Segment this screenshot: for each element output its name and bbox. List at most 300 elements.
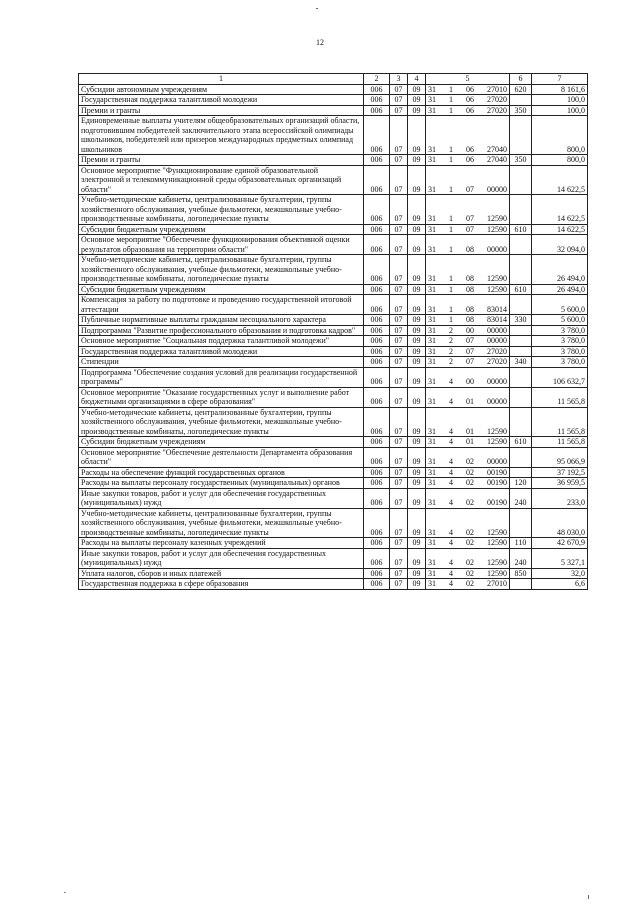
target-article-cell <box>426 84 510 95</box>
target-article-part: 1 <box>449 315 453 324</box>
header-cell: 2 <box>364 74 390 85</box>
target-article-part: 31 <box>428 568 436 578</box>
target-article-part: 12590 <box>487 426 507 436</box>
target-article-part: 31 <box>428 244 436 254</box>
target-article-part: 4 <box>449 538 453 547</box>
section-code-cell: 07 <box>390 508 408 538</box>
target-article-part: 07 <box>466 336 474 345</box>
section-code-cell: 07 <box>390 255 408 285</box>
amount-cell: 3 780,0 <box>532 346 588 357</box>
expense-type-cell <box>510 407 532 437</box>
section-code-cell: 07 <box>390 84 408 95</box>
target-article-part: 00000 <box>487 244 507 254</box>
target-article-parts <box>426 538 509 548</box>
target-article-part: 12590 <box>487 527 507 537</box>
header-cell: 5 <box>426 74 510 85</box>
amount-cell: 26 494,0 <box>532 255 588 285</box>
target-article-part: 31 <box>428 478 436 487</box>
ministry-code-cell: 006 <box>364 568 390 579</box>
table-row <box>79 538 588 549</box>
ministry-code-cell: 006 <box>364 478 390 489</box>
target-article-cell <box>426 195 510 225</box>
ministry-code-cell: 006 <box>364 235 390 255</box>
amount-cell: 800,0 <box>532 155 588 166</box>
target-article-part: 1 <box>449 184 453 194</box>
target-article-part: 4 <box>449 426 453 436</box>
target-article-cell <box>426 387 510 407</box>
amount-cell: 36 959,5 <box>532 478 588 489</box>
row-name-cell: Основное мероприятие "Социальная поддержка талантливой молодежи" <box>79 336 364 347</box>
target-article-parts <box>426 315 509 325</box>
target-article-part: 4 <box>449 377 453 386</box>
table-row <box>79 235 588 255</box>
target-article-part: 31 <box>428 336 436 345</box>
expense-type-cell: 340 <box>510 357 532 368</box>
target-article-part: 31 <box>428 538 436 547</box>
section-code-cell: 07 <box>390 447 408 467</box>
section-code-cell: 07 <box>390 367 408 387</box>
table-row <box>79 105 588 116</box>
table-row <box>79 488 588 508</box>
ministry-code-cell: 006 <box>364 105 390 116</box>
target-article-part: 00000 <box>487 457 507 466</box>
target-article-part: 00190 <box>487 467 507 477</box>
section-code-cell: 07 <box>390 387 408 407</box>
amount-cell: 5 600,0 <box>532 315 588 326</box>
target-article-part: 1 <box>449 244 453 254</box>
subsection-code-cell: 09 <box>408 155 426 166</box>
header-row <box>79 74 588 85</box>
subsection-code-cell: 09 <box>408 467 426 478</box>
target-article-part: 00 <box>466 377 474 386</box>
target-article-part: 2 <box>449 336 453 345</box>
row-name-cell: Расходы на обеспечение функций государственных органов <box>79 467 364 478</box>
target-article-part: 07 <box>466 214 474 223</box>
amount-cell: 95 066,9 <box>532 447 588 467</box>
target-article-part: 31 <box>428 397 436 406</box>
target-article-part: 06 <box>466 105 474 115</box>
expense-type-cell <box>510 508 532 538</box>
table-row <box>79 95 588 106</box>
target-article-part: 08 <box>466 304 474 314</box>
target-article-part: 31 <box>428 155 436 164</box>
expense-type-cell <box>510 255 532 285</box>
target-article-cell <box>426 478 510 489</box>
subsection-code-cell: 09 <box>408 579 426 590</box>
ministry-code-cell: 006 <box>364 447 390 467</box>
row-name-cell: Субсидии бюджетным учреждениям <box>79 437 364 448</box>
section-code-cell: 07 <box>390 116 408 155</box>
ministry-code-cell: 006 <box>364 255 390 285</box>
expense-type-cell: 240 <box>510 548 532 568</box>
table-row <box>79 195 588 225</box>
table-row <box>79 357 588 368</box>
table-row <box>79 116 588 155</box>
table-row <box>79 579 588 590</box>
ministry-code-cell: 006 <box>364 387 390 407</box>
section-code-cell: 07 <box>390 235 408 255</box>
table-row <box>79 295 588 315</box>
row-name-cell: Расходы на выплаты персоналу государственных (муниципальных) органов <box>79 478 364 489</box>
target-article-part: 31 <box>428 457 436 466</box>
target-article-parts <box>426 274 509 284</box>
subsection-code-cell: 09 <box>408 346 426 357</box>
subsection-code-cell: 09 <box>408 548 426 568</box>
expense-type-cell: 240 <box>510 488 532 508</box>
ministry-code-cell: 006 <box>364 195 390 225</box>
target-article-cell <box>426 467 510 478</box>
target-article-part: 07 <box>466 224 474 234</box>
target-article-cell <box>426 407 510 437</box>
target-article-part: 4 <box>449 457 453 466</box>
target-article-cell <box>426 346 510 357</box>
row-name-cell: Государственная поддержка в сфере образования <box>79 579 364 590</box>
target-article-part: 08 <box>466 244 474 254</box>
target-article-cell <box>426 357 510 368</box>
section-code-cell: 07 <box>390 346 408 357</box>
amount-cell: 32,0 <box>532 568 588 579</box>
target-article-parts <box>426 95 509 105</box>
row-name-cell: Субсидии бюджетным учреждениям <box>79 284 364 295</box>
expense-type-cell <box>510 116 532 155</box>
target-article-parts <box>426 357 509 367</box>
table-row <box>79 155 588 166</box>
target-article-part: 00000 <box>487 377 507 386</box>
ministry-code-cell: 006 <box>364 407 390 437</box>
target-article-parts <box>426 106 509 116</box>
row-name-cell: Стипендии <box>79 357 364 368</box>
target-article-part: 31 <box>428 527 436 537</box>
target-article-parts <box>426 427 509 437</box>
table-row <box>79 325 588 336</box>
target-article-part: 00000 <box>487 325 507 335</box>
target-article-parts <box>426 397 509 407</box>
target-article-cell <box>426 116 510 155</box>
table-row <box>79 387 588 407</box>
amount-cell: 100,0 <box>532 105 588 116</box>
target-article-part: 31 <box>428 95 436 104</box>
target-article-cell <box>426 155 510 166</box>
target-article-cell <box>426 579 510 590</box>
row-name-cell: Публичные нормативные выплаты гражданам несоциального характера <box>79 315 364 326</box>
target-article-part: 31 <box>428 437 436 446</box>
target-article-part: 1 <box>449 105 453 115</box>
section-code-cell: 07 <box>390 155 408 166</box>
section-code-cell: 07 <box>390 325 408 336</box>
target-article-cell <box>426 508 510 538</box>
ministry-code-cell: 006 <box>364 315 390 326</box>
subsection-code-cell: 09 <box>408 105 426 116</box>
amount-cell: 233,0 <box>532 488 588 508</box>
expense-type-cell <box>510 346 532 357</box>
target-article-part: 06 <box>466 84 474 94</box>
subsection-code-cell: 09 <box>408 367 426 387</box>
target-article-part: 07 <box>466 346 474 356</box>
target-article-cell <box>426 235 510 255</box>
section-code-cell: 07 <box>390 548 408 568</box>
target-article-part: 1 <box>449 224 453 234</box>
target-article-part: 4 <box>449 579 453 588</box>
target-article-part: 31 <box>428 214 436 223</box>
target-article-part: 02 <box>466 527 474 537</box>
target-article-part: 31 <box>428 304 436 314</box>
amount-cell: 3 780,0 <box>532 325 588 336</box>
expense-type-cell: 620 <box>510 84 532 95</box>
target-article-part: 31 <box>428 377 436 386</box>
row-name-cell: Иные закупки товаров, работ и услуг для обеспечения государственных (муниципальных) нужд <box>79 488 364 508</box>
section-code-cell: 07 <box>390 165 408 195</box>
target-article-part: 06 <box>466 144 474 154</box>
target-article-part: 00000 <box>487 397 507 406</box>
target-article-part: 1 <box>449 304 453 314</box>
target-article-parts <box>426 185 509 195</box>
scan-speck <box>588 895 589 899</box>
target-article-part: 1 <box>449 155 453 164</box>
target-article-cell <box>426 548 510 568</box>
subsection-code-cell: 09 <box>408 295 426 315</box>
target-article-parts <box>426 468 509 478</box>
section-code-cell: 07 <box>390 224 408 235</box>
target-article-part: 1 <box>449 84 453 94</box>
target-article-cell <box>426 105 510 116</box>
target-article-part: 01 <box>466 426 474 436</box>
target-article-part: 4 <box>449 498 453 507</box>
section-code-cell: 07 <box>390 95 408 106</box>
target-article-part: 1 <box>449 214 453 223</box>
target-article-parts <box>426 498 509 508</box>
subsection-code-cell: 09 <box>408 478 426 489</box>
ministry-code-cell: 006 <box>364 579 390 590</box>
target-article-part: 2 <box>449 325 453 335</box>
target-article-parts <box>426 85 509 95</box>
page-number: 12 <box>316 38 324 47</box>
row-name-cell: Учебно-методические кабинеты, централизованные бухгалтерии, группы хозяйственного обслуживания, учебные фильмотеки, межшкольные учебно-производственные комбинаты, логопедические пункты <box>79 508 364 538</box>
amount-cell: 11 565,8 <box>532 407 588 437</box>
subsection-code-cell: 09 <box>408 568 426 579</box>
target-article-part: 31 <box>428 579 436 588</box>
expense-type-cell <box>510 467 532 478</box>
row-name-cell: Государственная поддержка талантливой молодежи <box>79 346 364 357</box>
target-article-part: 2 <box>449 357 453 366</box>
table-row <box>79 336 588 347</box>
subsection-code-cell: 09 <box>408 508 426 538</box>
target-article-part: 02 <box>466 478 474 487</box>
ministry-code-cell: 006 <box>364 437 390 448</box>
expense-type-cell: 350 <box>510 105 532 116</box>
expense-type-cell: 610 <box>510 284 532 295</box>
section-code-cell: 07 <box>390 195 408 225</box>
target-article-cell <box>426 165 510 195</box>
target-article-part: 4 <box>449 478 453 487</box>
target-article-part: 12590 <box>487 274 507 283</box>
row-name-cell: Подпрограмма "Развитие профессионального образования и подготовка кадров" <box>79 325 364 336</box>
target-article-parts <box>426 214 509 224</box>
target-article-part: 83014 <box>487 304 507 314</box>
table-row <box>79 367 588 387</box>
expense-type-cell <box>510 95 532 106</box>
target-article-parts <box>426 558 509 568</box>
target-article-cell <box>426 325 510 336</box>
subsection-code-cell: 09 <box>408 84 426 95</box>
row-name-cell: Премии и гранты <box>79 105 364 116</box>
expense-type-cell <box>510 579 532 590</box>
target-article-part: 00 <box>466 325 474 335</box>
table-row <box>79 548 588 568</box>
ministry-code-cell: 006 <box>364 284 390 295</box>
target-article-part: 06 <box>466 155 474 164</box>
ministry-code-cell: 006 <box>364 508 390 538</box>
subsection-code-cell: 09 <box>408 336 426 347</box>
scan-speck <box>64 892 66 893</box>
target-article-part: 01 <box>466 437 474 446</box>
section-code-cell: 07 <box>390 538 408 549</box>
target-article-part: 00000 <box>487 336 507 345</box>
target-article-part: 31 <box>428 498 436 507</box>
target-article-part: 12590 <box>487 224 507 234</box>
amount-cell: 3 780,0 <box>532 336 588 347</box>
target-article-parts <box>426 305 509 315</box>
target-article-cell <box>426 437 510 448</box>
target-article-part: 4 <box>449 397 453 406</box>
row-name-cell: Учебно-методические кабинеты, централизованные бухгалтерии, группы хозяйственного обслуживания, учебные фильмотеки, межшкольные учебно-производственные комбинаты, логопедические пункты <box>79 195 364 225</box>
amount-cell: 42 670,9 <box>532 538 588 549</box>
subsection-code-cell: 09 <box>408 538 426 549</box>
ministry-code-cell: 006 <box>364 116 390 155</box>
amount-cell: 26 494,0 <box>532 284 588 295</box>
target-article-cell <box>426 367 510 387</box>
target-article-cell <box>426 95 510 106</box>
target-article-part: 12590 <box>487 558 507 567</box>
table-row <box>79 84 588 95</box>
ministry-code-cell: 006 <box>364 538 390 549</box>
target-article-part: 02 <box>466 558 474 567</box>
ministry-code-cell: 006 <box>364 165 390 195</box>
target-article-part: 27040 <box>487 155 507 164</box>
target-article-part: 08 <box>466 274 474 283</box>
target-article-cell <box>426 568 510 579</box>
subsection-code-cell: 09 <box>408 255 426 285</box>
expense-type-cell <box>510 295 532 315</box>
expense-type-cell <box>510 325 532 336</box>
target-article-part: 31 <box>428 346 436 356</box>
ministry-code-cell: 006 <box>364 336 390 347</box>
ministry-code-cell: 006 <box>364 488 390 508</box>
target-article-part: 12590 <box>487 214 507 223</box>
table-row <box>79 284 588 295</box>
amount-cell: 37 192,5 <box>532 467 588 478</box>
amount-cell: 800,0 <box>532 116 588 155</box>
target-article-part: 07 <box>466 184 474 194</box>
target-article-cell <box>426 295 510 315</box>
amount-cell: 11 565,8 <box>532 387 588 407</box>
amount-cell: 11 565,8 <box>532 437 588 448</box>
target-article-part: 02 <box>466 579 474 588</box>
subsection-code-cell: 09 <box>408 224 426 235</box>
target-article-part: 31 <box>428 357 436 366</box>
row-name-cell: Основное мероприятие "Обеспечение функционирования объективной оценки результатов образования на территории области" <box>79 235 364 255</box>
target-article-parts <box>426 437 509 447</box>
table-row <box>79 508 588 538</box>
target-article-part: 12590 <box>487 538 507 547</box>
table-row <box>79 478 588 489</box>
target-article-part: 31 <box>428 84 436 94</box>
target-article-cell <box>426 447 510 467</box>
table-row <box>79 255 588 285</box>
subsection-code-cell: 09 <box>408 357 426 368</box>
amount-cell: 100,0 <box>532 95 588 106</box>
target-article-parts <box>426 457 509 467</box>
expense-type-cell <box>510 235 532 255</box>
target-article-part: 27020 <box>487 357 507 366</box>
target-article-part: 31 <box>428 284 436 294</box>
target-article-parts <box>426 285 509 295</box>
ministry-code-cell: 006 <box>364 295 390 315</box>
row-name-cell: Учебно-методические кабинеты, централизованные бухгалтерии, группы хозяйственного обслуживания, учебные фильмотеки, межшкольные учебно-производственные комбинаты, логопедические пункты <box>79 407 364 437</box>
row-name-cell: Подпрограмма "Обеспечение создания условий для реализации государственной программы" <box>79 367 364 387</box>
table-row <box>79 346 588 357</box>
target-article-part: 1 <box>449 274 453 283</box>
target-article-part: 27010 <box>487 579 507 588</box>
subsection-code-cell: 09 <box>408 488 426 508</box>
target-article-parts <box>426 155 509 165</box>
amount-cell: 5 327,1 <box>532 548 588 568</box>
target-article-parts <box>426 528 509 538</box>
target-article-part: 31 <box>428 426 436 436</box>
expense-type-cell: 850 <box>510 568 532 579</box>
target-article-part: 02 <box>466 538 474 547</box>
subsection-code-cell: 09 <box>408 315 426 326</box>
subsection-code-cell: 09 <box>408 437 426 448</box>
budget-table <box>78 73 588 590</box>
row-name-cell: Премии и гранты <box>79 155 364 166</box>
row-name-cell: Субсидии бюджетным учреждениям <box>79 224 364 235</box>
target-article-part: 2 <box>449 346 453 356</box>
target-article-part: 02 <box>466 467 474 477</box>
target-article-parts <box>426 579 509 589</box>
target-article-part: 01 <box>466 397 474 406</box>
target-article-part: 08 <box>466 315 474 324</box>
target-article-part: 1 <box>449 284 453 294</box>
section-code-cell: 07 <box>390 295 408 315</box>
target-article-part: 00000 <box>487 184 507 194</box>
target-article-part: 27020 <box>487 346 507 356</box>
amount-cell: 14 622,5 <box>532 224 588 235</box>
section-code-cell: 07 <box>390 336 408 347</box>
target-article-cell <box>426 488 510 508</box>
row-name-cell: Субсидии автономным учреждениям <box>79 84 364 95</box>
table-row <box>79 165 588 195</box>
target-article-parts <box>426 225 509 235</box>
amount-cell: 14 622,5 <box>532 195 588 225</box>
table-row <box>79 568 588 579</box>
target-article-parts <box>426 336 509 346</box>
ministry-code-cell: 006 <box>364 548 390 568</box>
row-name-cell: Основное мероприятие "Обеспечение деятельности Департамента образования области" <box>79 447 364 467</box>
table-row <box>79 447 588 467</box>
target-article-part: 27020 <box>487 105 507 115</box>
target-article-part: 1 <box>449 95 453 104</box>
section-code-cell: 07 <box>390 579 408 590</box>
header-cell: 3 <box>390 74 408 85</box>
expense-type-cell <box>510 367 532 387</box>
ministry-code-cell: 006 <box>364 467 390 478</box>
subsection-code-cell: 09 <box>408 447 426 467</box>
expense-type-cell: 350 <box>510 155 532 166</box>
ministry-code-cell: 006 <box>364 357 390 368</box>
target-article-parts <box>426 478 509 488</box>
target-article-cell <box>426 284 510 295</box>
target-article-parts <box>426 326 509 336</box>
